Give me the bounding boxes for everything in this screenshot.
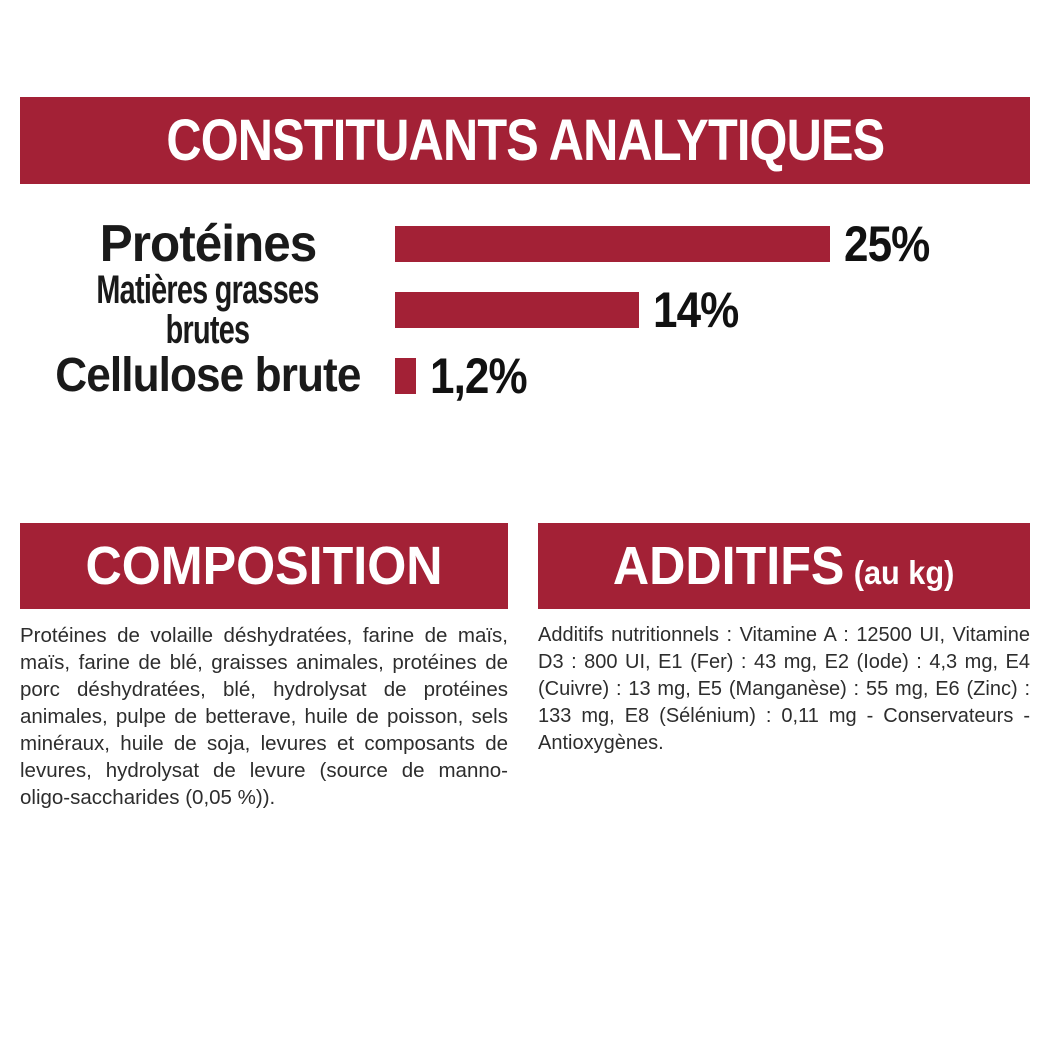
composition-banner	[20, 523, 508, 609]
additives-body: Additifs nutritionnels : Vitamine A : 12500 UI, Vitamine D3 : 800 UI, E1 (Fer) : 43 mg, E2 (Iode) : 4,3 mg, E4 (Cuivre) : 13 mg, E5 (Manganèse) : 55 mg, E6 (Zinc) : 133 mg, E8 (Sélénium) : 0,11 mg - Conservateurs - Antioxygènes.	[538, 624, 1030, 754]
chart-label-proteins: Protéines	[99, 215, 316, 273]
chart-bar-area-crude-fibre	[395, 348, 1030, 404]
chart-bar-area-proteins	[395, 216, 1030, 272]
chart-value-crude-fat: 14%	[652, 282, 738, 338]
composition-body: Protéines de volaille déshydratées, farine de maïs, maïs, farine de blé, graisses animales, protéines de porc déshydratées, blé, hydrolysat de protéines animales, pulpe de betterave, huile de poisson, sels minéraux, huile de soja, levures et composants de levures, hydrolysat de levure (source de manno-oligo-saccharides (0,05 %)).	[20, 624, 508, 809]
additives-banner	[538, 523, 1030, 609]
analytical-constituents-chart	[20, 203, 1030, 409]
chart-bar-proteins	[395, 226, 830, 262]
chart-bar-area-crude-fat	[395, 282, 1030, 338]
additives-section	[538, 523, 1030, 757]
analytical-constituents-banner	[20, 97, 1030, 184]
chart-label-crude-fat: Matières grasses brutes	[96, 268, 319, 352]
composition-section	[20, 523, 508, 811]
chart-label-crude-fibre: Cellulose brute	[54, 349, 361, 402]
chart-value-proteins: 25%	[843, 216, 930, 272]
chart-value-crude-fibre: 1,2%	[429, 348, 527, 404]
chart-row-crude-fibre	[20, 343, 1030, 409]
chart-bar-crude-fat	[395, 292, 639, 328]
composition-title: COMPOSITION	[85, 536, 443, 596]
additives-title-suffix: (au kg)	[854, 554, 955, 591]
analytical-constituents-title: CONSTITUANTS ANALYTIQUES	[166, 108, 884, 173]
chart-bar-crude-fibre	[395, 358, 416, 394]
chart-row-crude-fat	[20, 268, 1030, 352]
additives-title: ADDITIFS	[613, 536, 845, 596]
